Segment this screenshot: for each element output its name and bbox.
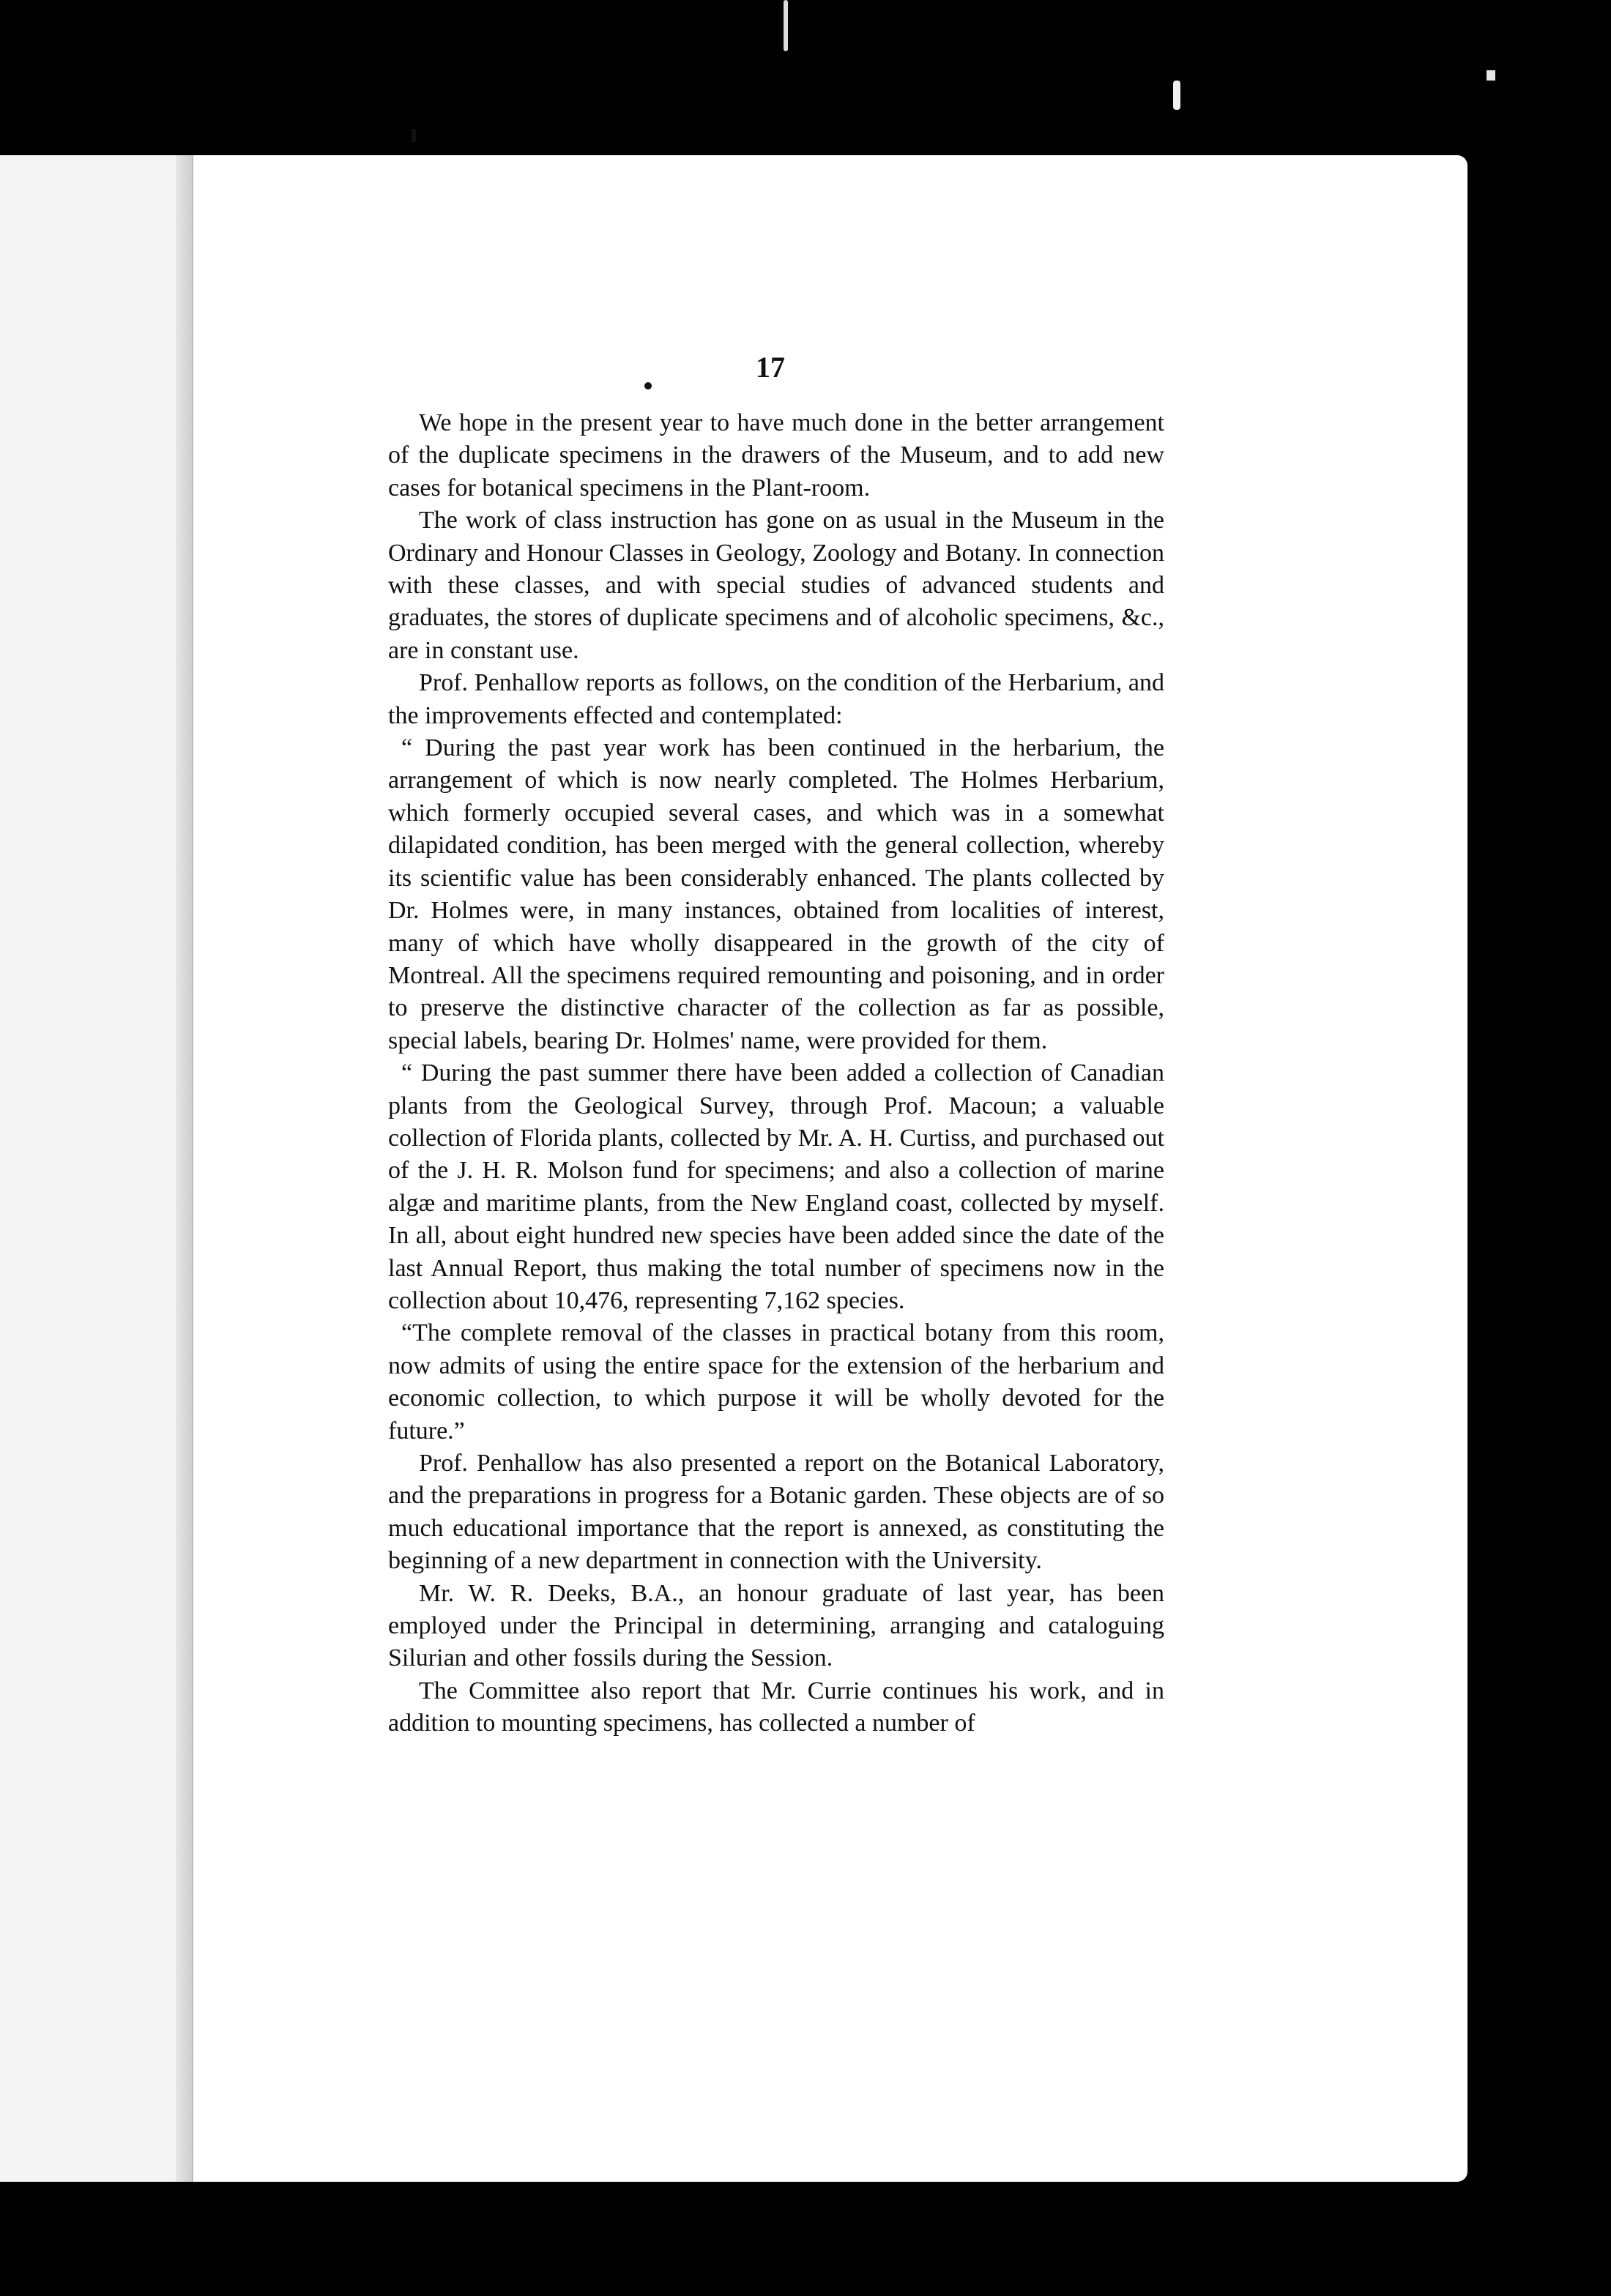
page-body: [388, 407, 1164, 1740]
paragraph: We hope in the present year to have much done in the better arrangement of the duplicate specimens in the drawers of the Museum, and to add new cases for botanical specimens in the Plant-room.: [388, 409, 1164, 502]
quoted-paragraph: “ During the past summer there have been added a collection of Canadian plants from the Geological Survey, through Prof. Macoun; a valuable collection of Florida plants, collected by Mr. A. H. Curtiss, and purchased out of the J. H. R. Molson fund for specimens; and also a collection of marine algæ and maritime plants, from the New England coast, collected by myself. In all, about eight hundred new species have been added since the date of the last Annual Report, thus making the total number of specimens now in the collection about 10,476, representing 7,162 species.: [388, 1059, 1164, 1314]
quoted-paragraph: “The complete removal of the classes in practical botany from this room, now admits of using the entire space for the extension of the herbarium and economic collection, to which purpose it will be wholly devoted for the future.”: [388, 1319, 1164, 1445]
paragraph: Prof. Penhallow has also presented a report on the Botanical Laboratory, and the preparations in progress for a Botanic garden. These objects are of so much educational importance that the report is annexed, as constituting the beginning of a new department in connection with the University.: [388, 1450, 1164, 1575]
paragraph: The work of class instruction has gone on as usual in the Museum in the Ordinary and Honour Classes in Geology, Zoology and Botany. In connection with these classes, and with special studies of advanced students and graduates, the stores of duplicate specimens and of alcoholic specimens, &c., are in constant use.: [388, 507, 1164, 664]
scan-speck: [1487, 70, 1495, 81]
facing-page: [0, 155, 191, 2182]
paragraph: Mr. W. R. Deeks, B.A., an honour graduate of last year, has been employed under the Principal in determining, arranging and cataloguing Silurian and other fossils during the Session.: [388, 1579, 1164, 1672]
scan-speck: [412, 129, 416, 142]
quoted-paragraph: “ During the past year work has been continued in the herbarium, the arrangement of which is now nearly completed. The Holmes Herbarium, which formerly occupied several cases, and which was in a somewhat dilapidated condition, has been merged with the general collection, whereby its scientific value has been considerably enhanced. The plants collected by Dr. Holmes were, in many instances, obtained from localities of interest, many of which have wholly disappeared in the growth of the city of Montreal. All the specimens required remounting and poisoning, and in order to preserve the distinctive character of the collection as far as possible, special labels, bearing Dr. Holmes' name, were provided for them.: [388, 734, 1164, 1054]
page-gutter: [176, 155, 192, 2182]
scan-speck: [784, 0, 788, 51]
scan-speck: [1173, 81, 1180, 110]
page-mark: [644, 382, 652, 390]
paragraph: The Committee also report that Mr. Currie continues his work, and in addition to mounting specimens, has collected a number of: [388, 1677, 1164, 1737]
page-number: 17: [756, 351, 785, 384]
paragraph: Prof. Penhallow reports as follows, on the condition of the Herbarium, and the improvements effected and contemplated:: [388, 669, 1164, 729]
